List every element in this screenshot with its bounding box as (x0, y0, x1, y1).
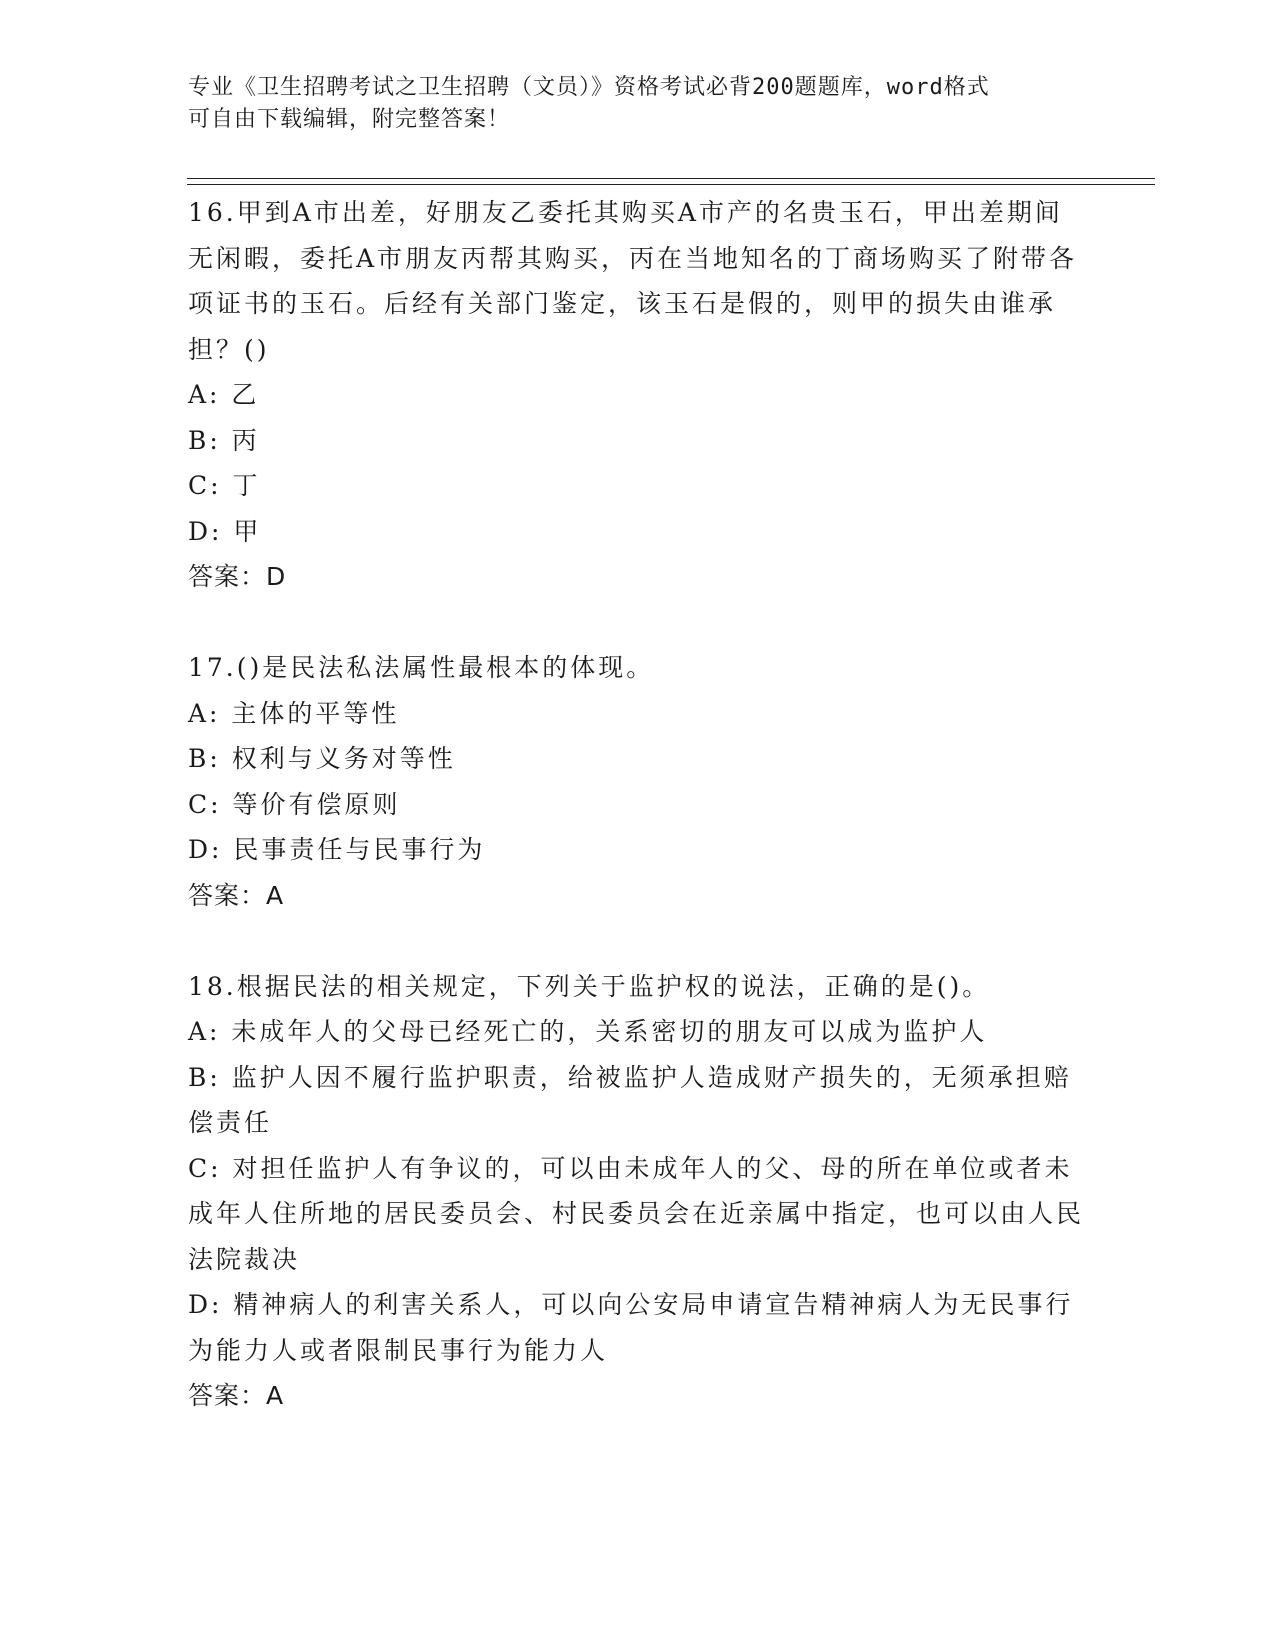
question-text: 18.根据民法的相关规定，下列关于监护权的说法，正确的是()。 (188, 971, 991, 1001)
spacer (188, 600, 1088, 646)
option-c: C: 丁 (188, 471, 261, 500)
question-16 (188, 190, 1088, 600)
answer: 答案：D (188, 562, 287, 591)
option-b: B: 丙 (188, 425, 260, 455)
question-17 (188, 645, 1088, 918)
question-text: 17.()是民法私法属性最根本的体现。 (188, 653, 655, 682)
header-line-2: 可自由下载编辑，附完整答案！ (188, 107, 511, 132)
document-header (188, 72, 1068, 136)
question-text: 16.甲到A市出差，好朋友乙委托其购买A市产的名贵玉石，甲出差期间无闲暇，委托A市朋友丙帮其购买，丙在当地知名的丁商场购买了附带各项证书的玉石。后经有关部门鉴定，该玉石是假的，则甲的损失由谁承担？() (188, 198, 1078, 364)
option-d: D: 精神病人的利害关系人，可以向公安局申请宣告精神病人为无民事行为能力人或者限制民事行为能力人 (188, 1290, 1074, 1365)
option-a: A: 乙 (188, 380, 260, 409)
question-list (188, 190, 1088, 1419)
answer: 答案：A (188, 880, 285, 910)
option-a: A: 主体的平等性 (188, 698, 400, 728)
header-rule-top (187, 178, 1155, 179)
option-d: D: 民事责任与民事行为 (188, 835, 486, 864)
question-18 (188, 964, 1088, 1419)
answer: 答案：A (188, 1381, 285, 1410)
option-b: B: 权利与义务对等性 (188, 744, 456, 773)
option-b: B: 监护人因不履行监护职责，给被监护人造成财产损失的，无须承担赔偿责任 (188, 1062, 1072, 1137)
option-d: D: 甲 (188, 516, 262, 546)
header-rule-bottom (187, 184, 1155, 185)
spacer (188, 918, 1088, 964)
option-c: C: 对担任监护人有争议的，可以由未成年人的父、母的所在单位或者未成年人住所地的居民委员会、村民委员会在近亲属中指定，也可以由人民法院裁决 (188, 1153, 1085, 1274)
option-a: A: 未成年人的父母已经死亡的，关系密切的朋友可以成为监护人 (188, 1017, 988, 1046)
option-c: C: 等价有偿原则 (188, 789, 401, 819)
header-line-1: 专业《卫生招聘考试之卫生招聘（文员）》资格考试必背200题题库，word格式 (188, 75, 990, 100)
